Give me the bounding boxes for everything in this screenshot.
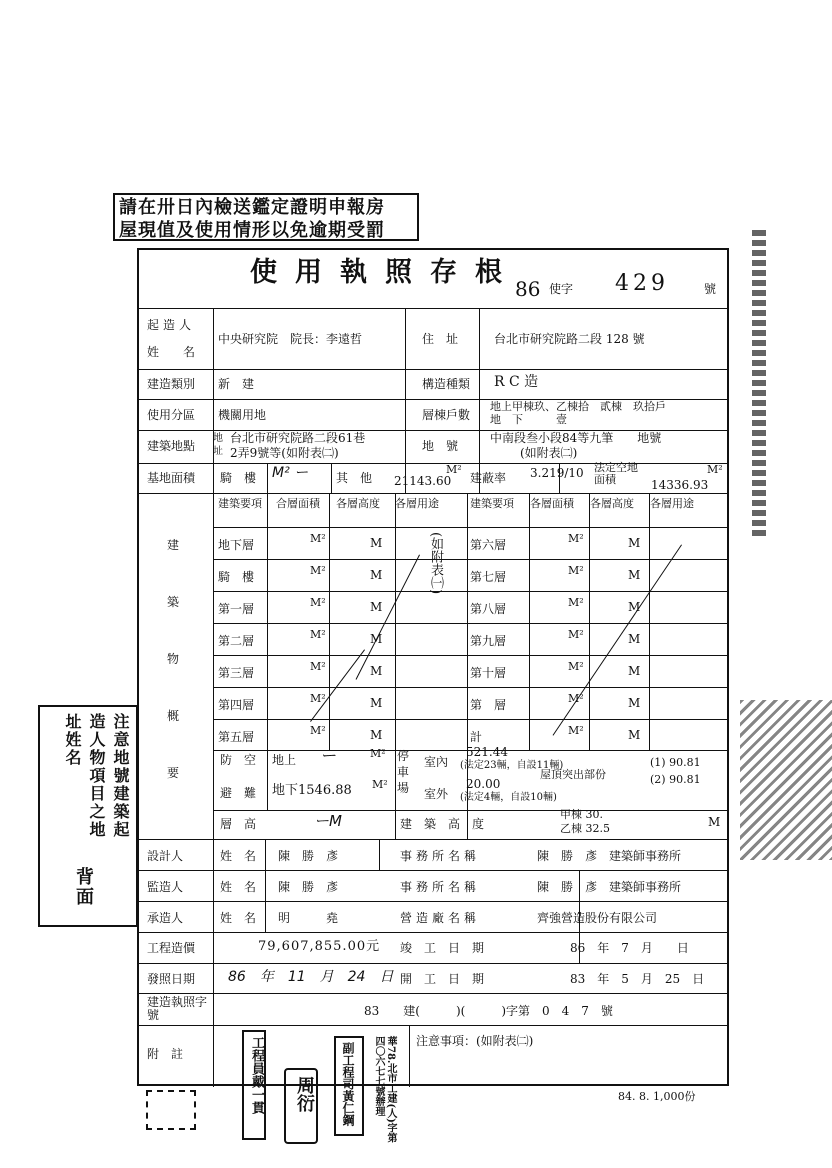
summary-row-left-label: 第一層 xyxy=(218,602,255,616)
contractor-firm: 齊強營造股份有限公司 xyxy=(537,911,658,925)
designer-name: 陳 勝 彥 xyxy=(278,849,339,863)
parking-label: 停車場 xyxy=(397,749,410,795)
scan-artifact-stamp xyxy=(740,700,832,860)
contractor-name: 明 堯 xyxy=(278,911,339,925)
summary-unit-area: M² xyxy=(568,532,584,545)
designer-name-label: 姓 名 xyxy=(220,849,257,863)
building-summary-char: 建 xyxy=(167,538,180,552)
issue-date-label: 發照日期 xyxy=(147,972,196,986)
summary-usage-note: (如附表㈠) xyxy=(428,532,443,595)
scan-artifact-edge xyxy=(752,230,766,540)
summary-row-left-label: 第二層 xyxy=(218,634,255,648)
supervisor-name: 陳 勝 彥 xyxy=(278,880,339,894)
site-location-line-1: 台北市研究院路二段61巷 xyxy=(230,431,366,445)
summary-unit-area: M² xyxy=(310,724,326,737)
summary-unit-height: M xyxy=(628,536,641,550)
engineer-seal-c-text: 副工程司黃仁鋼 xyxy=(341,1042,355,1126)
coverage-value: 3.219/10 xyxy=(530,466,584,480)
supervisor-office-label: 事務所名稱 xyxy=(400,880,481,894)
summary-unit-height: M xyxy=(370,600,383,614)
summary-unit-height: M xyxy=(370,632,383,646)
supervisor-name-label: 姓 名 xyxy=(220,880,257,894)
cost-label: 工程造價 xyxy=(147,941,196,955)
license-type: 使字 xyxy=(549,282,574,296)
cost-value: 79,607,855.00元 xyxy=(258,939,381,954)
site-area-label: 基地面積 xyxy=(147,471,196,485)
structure-label: 構造種類 xyxy=(422,377,471,391)
engineer-seal-d-text: 華78.北市工建(人)字第四〇六七七號辦理 xyxy=(373,1036,396,1143)
summary-unit-height: M xyxy=(628,728,641,742)
left-stamp-back: 背面 xyxy=(73,867,94,907)
address-value: 台北市研究院路二段 128 號 xyxy=(494,332,645,346)
applicant-label: 起造人 xyxy=(147,318,196,332)
site-location-label: 建築地點 xyxy=(147,439,196,453)
other-label: 其 他 xyxy=(336,471,373,485)
building-summary-char: 築 xyxy=(167,595,180,609)
summary-row-right-label: 第九層 xyxy=(470,634,507,648)
parking-outdoor-note: (法定4輛，自設10輛) xyxy=(460,792,557,803)
other-value: 21143.60 xyxy=(394,474,452,488)
complete-date-label: 竣 工 日 期 xyxy=(400,941,485,955)
receipt-seal xyxy=(146,1090,196,1130)
open-space-value: 14336.93 xyxy=(651,478,709,492)
print-footer: 84. 8. 1,000份 xyxy=(618,1090,696,1103)
shelter-below-value: 地下1546.88 xyxy=(272,783,352,798)
supervisor-office: 陳 勝 彥 建築師事務所 xyxy=(537,880,682,894)
roof-label: 屋頂突出部份 xyxy=(540,768,606,781)
shelter-label-b: 避 難 xyxy=(220,786,257,800)
summary-unit-area: M² xyxy=(310,660,326,673)
building-summary-char: 要 xyxy=(167,766,180,780)
summary-unit-area: M² xyxy=(310,628,326,641)
contractor-label: 承造人 xyxy=(147,911,184,925)
parking-outdoor-value: 20.00 xyxy=(466,777,501,791)
shelter-below-unit: M² xyxy=(372,778,388,791)
building-summary-char: 概 xyxy=(167,709,180,723)
summary-unit-height: M xyxy=(370,536,383,550)
summary-unit-area: M² xyxy=(568,564,584,577)
summary-unit-height: M xyxy=(628,568,641,582)
permit-value: 83 建( )( )字第 0 4 7 號 xyxy=(364,1004,613,1018)
floors-label: 層棟戶數 xyxy=(422,408,471,422)
contractor-name-label: 姓 名 xyxy=(220,911,257,925)
building-height-b: 乙棟 32.5 xyxy=(560,822,610,835)
designer-office-label: 事務所名稱 xyxy=(400,849,481,863)
lot-label: 地 號 xyxy=(422,439,459,453)
summary-header-left: 合層面積 xyxy=(276,497,320,510)
applicant-value: 中央研究院 院長：李遠哲 xyxy=(218,332,363,346)
engineer-seal-d xyxy=(370,1034,410,1144)
parking-outdoor-label: 室外 xyxy=(424,787,449,801)
summary-header-left: 各層用途 xyxy=(395,497,439,510)
parking-indoor-value: 521.44 xyxy=(466,745,508,759)
floors-value-bottom: 地 下 壹 xyxy=(490,413,567,426)
roof-value-1: (1) 90.81 xyxy=(650,756,701,769)
notes-value: 注意事項：(如附表㈡) xyxy=(416,1034,534,1048)
summary-unit-height: M xyxy=(370,728,383,742)
summary-row-left-label: 第五層 xyxy=(218,730,255,744)
engineer-seal-b-text: 周衍 xyxy=(294,1076,315,1112)
floors-value-top: 地上甲棟玖、乙棟拾 貳棟 玖拾戶 xyxy=(490,400,666,413)
other-unit: M² xyxy=(446,463,462,476)
summary-unit-height: M xyxy=(628,600,641,614)
lot-line-2: (如附表㈡) xyxy=(520,446,578,460)
address-label: 住 址 xyxy=(422,332,459,346)
summary-header-left: 各層高度 xyxy=(336,497,380,510)
structure-value: R C 造 xyxy=(494,374,539,390)
license-number-suffix: 號 xyxy=(704,282,717,296)
form-title: 使用執照存根 xyxy=(250,257,520,288)
floor-height-label: 層 高 xyxy=(220,817,257,831)
summary-unit-height: M xyxy=(628,632,641,646)
summary-unit-area: M² xyxy=(568,628,584,641)
left-stamp-text: 注意地號建築起造人物項目之地址姓名 xyxy=(63,713,130,839)
notice-line-2: 屋現值及使用情形以免逾期受罰 xyxy=(119,220,385,241)
shelter-label-a: 防 空 xyxy=(220,753,257,767)
summary-header-right: 建築要項 xyxy=(470,497,514,510)
summary-unit-area: M² xyxy=(568,596,584,609)
summary-unit-area: M² xyxy=(310,564,326,577)
summary-row-left-label: 騎 樓 xyxy=(218,570,255,584)
building-height-a: 甲棟 30. xyxy=(560,808,603,821)
building-height-unit: M xyxy=(708,815,721,829)
shelter-above-label: 地上 xyxy=(272,753,297,767)
engineer-seal-a-text: 工程員戴一貫 xyxy=(249,1036,264,1114)
applicant-name-label: 姓名 xyxy=(147,345,220,359)
designer-office: 陳 勝 彥 建築師事務所 xyxy=(537,849,682,863)
license-year: 86 xyxy=(515,277,541,301)
roof-value-2: (2) 90.81 xyxy=(650,773,701,786)
parking-indoor-label: 室內 xyxy=(424,755,449,769)
notice-line-1: 請在卅日內檢送鑑定證明申報房 xyxy=(119,197,385,218)
summary-row-left-label: 第三層 xyxy=(218,666,255,680)
building-height-label: 建 築 高 度 xyxy=(400,817,485,831)
summary-header-right: 各層面積 xyxy=(530,497,574,510)
summary-header-right: 各層用途 xyxy=(650,497,694,510)
supervisor-label: 監造人 xyxy=(147,880,184,894)
parking-indoor-note: (法定23輛，自設11輛) xyxy=(460,760,564,771)
building-summary-char: 物 xyxy=(167,652,180,666)
site-location-sublabel: 地址 xyxy=(213,433,223,457)
start-date-label: 開 工 日 期 xyxy=(400,972,485,986)
summary-unit-height: M xyxy=(628,696,641,710)
permit-label: 建造執照字號 xyxy=(147,995,208,1022)
summary-row-right-label: 第六層 xyxy=(470,538,507,552)
summary-unit-area: M² xyxy=(310,692,326,705)
arcade-label: 騎 樓 xyxy=(220,471,257,485)
site-location-line-2: 2弄9號等(如附表㈡) xyxy=(230,446,339,460)
summary-unit-area: M² xyxy=(568,660,584,673)
start-date-value: 83 年 5 月 25 日 xyxy=(570,972,705,986)
open-space-unit: M² xyxy=(707,463,723,476)
complete-date-value: 86 年 7 月 日 xyxy=(570,941,689,955)
summary-unit-area: M² xyxy=(568,724,584,737)
summary-unit-area: M² xyxy=(310,596,326,609)
notes-label: 附 註 xyxy=(147,1047,184,1061)
summary-unit-area: M² xyxy=(568,692,584,705)
usage-zone-label: 使用分區 xyxy=(147,408,196,422)
floor-height-value: ーM xyxy=(314,812,342,830)
issue-date-value: 86 年 11 月 24 日 xyxy=(228,969,394,985)
arcade-value: M² ー xyxy=(272,465,309,481)
summary-row-right-label: 計 xyxy=(470,730,483,744)
summary-unit-area: M² xyxy=(310,532,326,545)
summary-row-left-label: 地下層 xyxy=(218,538,255,552)
summary-header-right: 各層高度 xyxy=(590,497,634,510)
construction-type-label: 建造類別 xyxy=(147,377,196,391)
summary-row-right-label: 第七層 xyxy=(470,570,507,584)
engineer-seal-c xyxy=(334,1036,364,1136)
coverage-label: 建蔽率 xyxy=(470,471,507,485)
engineer-seal-a xyxy=(242,1030,266,1140)
summary-unit-height: M xyxy=(370,696,383,710)
summary-row-right-label: 第 層 xyxy=(470,698,507,712)
contractor-firm-label: 營造廠名稱 xyxy=(400,911,481,925)
notice-stamp xyxy=(113,193,419,241)
engineer-seal-b xyxy=(284,1068,318,1144)
construction-type-value: 新 建 xyxy=(218,377,255,391)
shelter-above-value: ー xyxy=(320,746,337,765)
designer-label: 設計人 xyxy=(147,849,184,863)
summary-header-left: 建築要項 xyxy=(218,497,262,510)
summary-row-left-label: 第四層 xyxy=(218,698,255,712)
shelter-above-unit: M² xyxy=(370,747,386,760)
usage-zone-value: 機關用地 xyxy=(218,408,267,422)
summary-unit-height: M xyxy=(370,664,383,678)
license-number: 429 xyxy=(615,271,669,296)
open-space-label: 法定空地面積 xyxy=(594,461,638,486)
summary-row-right-label: 第八層 xyxy=(470,602,507,616)
summary-unit-height: M xyxy=(628,664,641,678)
summary-row-right-label: 第十層 xyxy=(470,666,507,680)
summary-unit-height: M xyxy=(370,568,383,582)
left-stamp xyxy=(38,705,138,927)
lot-line-1: 中南段叁小段84等九筆 地號 xyxy=(490,431,662,445)
